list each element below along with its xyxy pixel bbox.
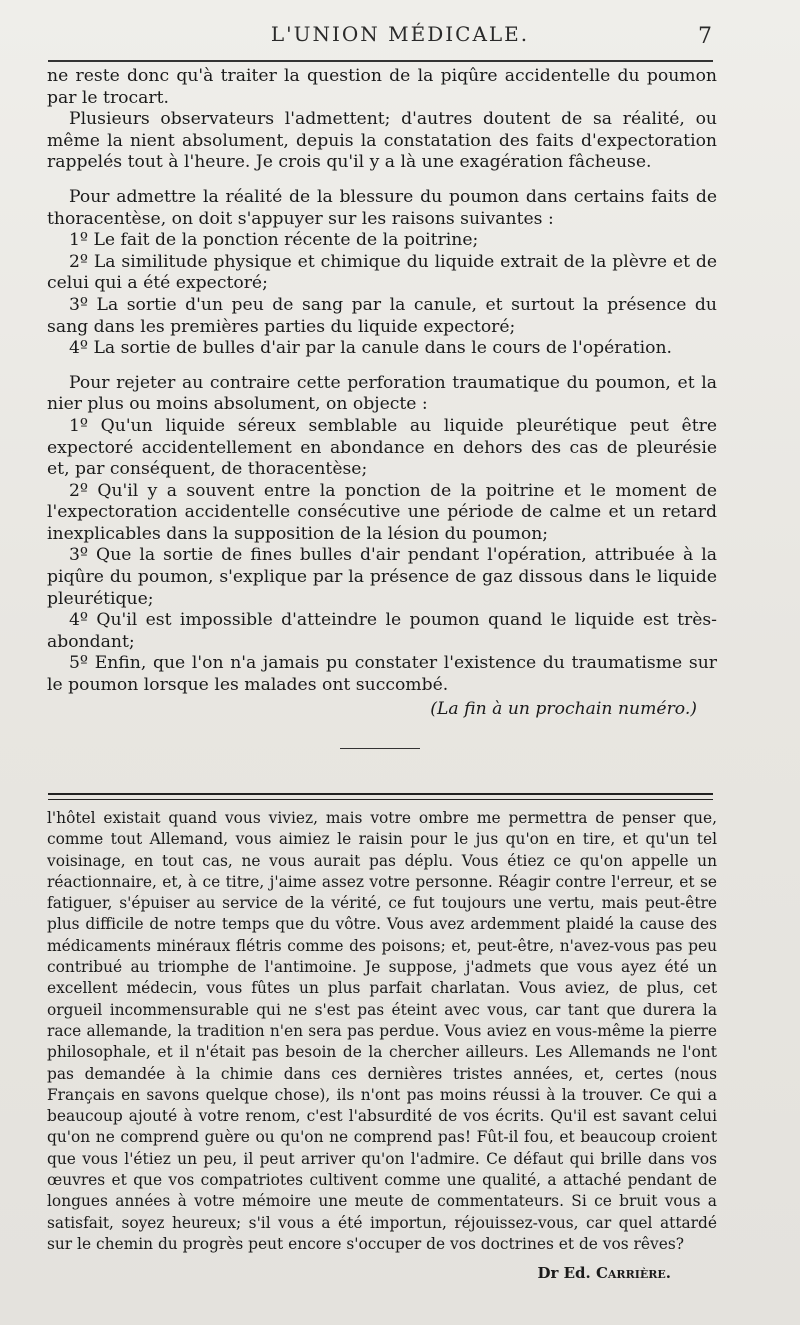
feuilleton-body	[47, 808, 717, 1285]
page-number: 7	[698, 24, 712, 49]
running-head	[0, 22, 800, 52]
paragraph-continued: ne reste donc qu'à traiter la question de la piqûre accidentelle du poumon par le trocart.	[47, 66, 717, 108]
journal-title: L'UNION MÉDICALE.	[270, 22, 530, 46]
list-item: 4º La sortie de bulles d'air par la canule dans le cours de l'opération.	[69, 338, 673, 359]
list-item: 3º Que la sortie de fines bulles d'air pendant l'opération, attribuée à la piqûre du poumon, s'explique par la présence de gaz dissous dans le liquide pleurétique;	[47, 545, 717, 609]
header-rule	[48, 60, 713, 62]
list-item: 1º Qu'un liquide séreux semblable au liquide pleurétique peut être expectoré accidentellement en abondance en dehors des cas de pleurésie et, par conséquent, de thoracentèse;	[47, 415, 717, 480]
list-item: 3º La sortie d'un peu de sang par la canule, et surtout la présence du sang dans les premières parties du liquide expectoré;	[47, 294, 717, 337]
paragraph: Plusieurs observateurs l'admettent; d'autres doutent de sa réalité, ou même la nient absolument, depuis la constatation des faits d'expectoration rappelés tout à l'heure. Je crois qu'il y a là une exagération fâcheuse.	[47, 109, 717, 173]
to-be-continued-note: (La fin à un prochain numéro.)	[430, 698, 697, 719]
list-item: 5º Enfin, que l'on n'a jamais pu constater l'existence du traumatisme sur le poumon lorsque les malades ont succombé.	[47, 653, 717, 696]
signature-name: Carrière.	[595, 1264, 671, 1283]
list-item: 2º Qu'il y a souvent entre la ponction de la poitrine et le moment de l'expectoration accidentelle consécutive une période de calme et un retard inexplicables dans la supposition de la lésion du poumon;	[47, 480, 717, 544]
paragraph: Pour rejeter au contraire cette perforation traumatique du poumon, et la nier plus ou moins absolument, on objecte :	[47, 372, 717, 415]
feuilleton-text: l'hôtel existait quand vous viviez, mais votre ombre me permettra de penser que, comme tout Allemand, vous aimiez le raisin pour le jus qu'on en tire, et qu'un tel voisinage, en tout cas, ne vous aurait pas déplu. Vous étiez ce qu'on appelle un réactionnaire, et, à ce titre, j'aime assez votre personne. Réagir contre l'erreur, et se fatiguer, s'épuiser au service de la vérité, ce fut toujours une vertu, mais peut-être plus difficile de notre temps que du vôtre. Vous avez ardemment plaidé la cause des médicaments minéraux flétris comme des poisons; et, peut-être, n'avez-vous pas peu contribué au triomphe de l'antimoine. Je suppose, j'admets que vous ayez été un excellent médecin, vous fûtes un plus parfait charlatan. Vous aviez, de plus, cet orgueil incommensurable qui ne s'est pas éteint avec vous, car tant que durera la race allemande, la tradition n'en sera pas perdue. Vous aviez en vous-même la pierre philosophale, et il n'était pas besoin de la chercher ailleurs. Les Allemands ne l'ont pas demandée à la chimie dans ces dernières tristes années, et, certes (nous Français en savons quelque chose), ils n'ont pas moins réussi à la trouver. Ce qui a beaucoup ajouté à votre renom, c'est l'absurdité de vos écrits. Qu'il est savant celui qu'on ne comprend guère ou qu'on ne comprend pas! Fût-il fou, et beaucoup croient que vous l'étiez un peu, il peut arriver qu'on l'admire. Ce défaut qui brille dans vos œuvres et que vos compatriotes cultivent comme une qualité, a attaché pendant de longues années à votre mémoire une meute de commentateurs. Si ce bruit vous a satisfait, soyez heureux; s'il vous a été importun, réjouissez-vous, car quel attardé sur le chemin du progrès peut encore s'occuper de vos doctrines et de vos rêves?	[47, 809, 717, 1253]
list-item: 1º Le fait de la ponction récente de la poitrine;	[69, 230, 479, 251]
list-item: 4º Qu'il est impossible d'atteindre le poumon quand le liquide est très-abondant;	[47, 610, 717, 652]
section-divider	[340, 748, 420, 749]
list-item: 2º La similitude physique et chimique du liquide extrait de la plèvre et de celui qui a été expectoré;	[47, 251, 717, 294]
author-signature	[47, 1263, 717, 1284]
feuilleton-rule	[48, 793, 713, 800]
signature-prefix: Dr Ed.	[537, 1264, 591, 1283]
article-body	[47, 66, 717, 720]
paragraph: Pour admettre la réalité de la blessure du poumon dans certains faits de thoracentèse, on doit s'appuyer sur les raisons suivantes :	[47, 186, 717, 229]
